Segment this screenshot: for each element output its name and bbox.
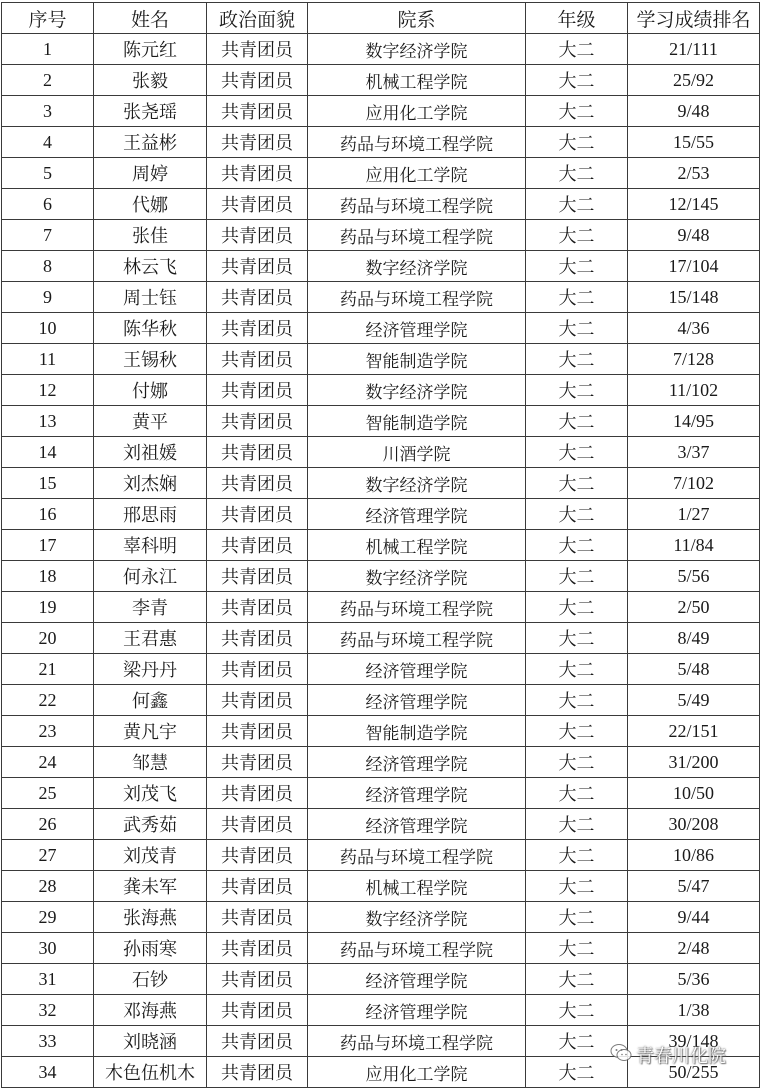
cell-department: 经济管理学院 xyxy=(308,809,526,840)
header-department: 院系 xyxy=(308,3,526,34)
table-row xyxy=(2,747,760,778)
cell-grade: 大二 xyxy=(526,1026,628,1057)
table-row xyxy=(2,65,760,96)
cell-name: 王君惠 xyxy=(94,623,207,654)
cell-name: 刘晓涵 xyxy=(94,1026,207,1057)
cell-political-status: 共青团员 xyxy=(207,406,308,437)
table-row xyxy=(2,840,760,871)
cell-name: 张尧瑶 xyxy=(94,96,207,127)
cell-department: 智能制造学院 xyxy=(308,716,526,747)
cell-grade: 大二 xyxy=(526,313,628,344)
cell-political-status: 共青团员 xyxy=(207,499,308,530)
cell-serial-number: 5 xyxy=(2,158,94,189)
cell-name: 辜科明 xyxy=(94,530,207,561)
cell-grade: 大二 xyxy=(526,840,628,871)
table-row xyxy=(2,654,760,685)
cell-serial-number: 24 xyxy=(2,747,94,778)
header-name: 姓名 xyxy=(94,3,207,34)
cell-grade: 大二 xyxy=(526,375,628,406)
cell-grade: 大二 xyxy=(526,902,628,933)
table-row xyxy=(2,902,760,933)
cell-academic-rank: 25/92 xyxy=(628,65,760,96)
table-row xyxy=(2,96,760,127)
cell-grade: 大二 xyxy=(526,654,628,685)
cell-name: 陈华秋 xyxy=(94,313,207,344)
table-row xyxy=(2,437,760,468)
cell-department: 经济管理学院 xyxy=(308,964,526,995)
cell-department: 药品与环境工程学院 xyxy=(308,933,526,964)
cell-name: 何鑫 xyxy=(94,685,207,716)
cell-name: 刘茂飞 xyxy=(94,778,207,809)
cell-name: 邓海燕 xyxy=(94,995,207,1026)
cell-grade: 大二 xyxy=(526,437,628,468)
cell-academic-rank: 22/151 xyxy=(628,716,760,747)
header-row xyxy=(2,3,760,34)
cell-serial-number: 22 xyxy=(2,685,94,716)
cell-name: 梁丹丹 xyxy=(94,654,207,685)
cell-name: 张佳 xyxy=(94,220,207,251)
cell-academic-rank: 11/84 xyxy=(628,530,760,561)
table-row xyxy=(2,964,760,995)
cell-political-status: 共青团员 xyxy=(207,902,308,933)
cell-serial-number: 20 xyxy=(2,623,94,654)
cell-grade: 大二 xyxy=(526,561,628,592)
cell-political-status: 共青团员 xyxy=(207,251,308,282)
header-serial-number: 序号 xyxy=(2,3,94,34)
table-header xyxy=(2,3,760,34)
student-roster-table xyxy=(1,2,760,1088)
cell-political-status: 共青团员 xyxy=(207,344,308,375)
cell-political-status: 共青团员 xyxy=(207,530,308,561)
header-academic-rank: 学习成绩排名 xyxy=(628,3,760,34)
cell-political-status: 共青团员 xyxy=(207,1026,308,1057)
cell-grade: 大二 xyxy=(526,716,628,747)
cell-grade: 大二 xyxy=(526,220,628,251)
cell-grade: 大二 xyxy=(526,96,628,127)
cell-department: 药品与环境工程学院 xyxy=(308,840,526,871)
cell-grade: 大二 xyxy=(526,623,628,654)
cell-department: 药品与环境工程学院 xyxy=(308,1026,526,1057)
cell-name: 林云飞 xyxy=(94,251,207,282)
cell-grade: 大二 xyxy=(526,251,628,282)
cell-serial-number: 23 xyxy=(2,716,94,747)
cell-academic-rank: 9/48 xyxy=(628,96,760,127)
table-row xyxy=(2,251,760,282)
cell-department: 药品与环境工程学院 xyxy=(308,189,526,220)
cell-grade: 大二 xyxy=(526,344,628,375)
cell-department: 药品与环境工程学院 xyxy=(308,220,526,251)
cell-academic-rank: 31/200 xyxy=(628,747,760,778)
cell-grade: 大二 xyxy=(526,592,628,623)
cell-serial-number: 15 xyxy=(2,468,94,499)
cell-department: 数字经济学院 xyxy=(308,375,526,406)
cell-academic-rank: 50/255 xyxy=(628,1057,760,1088)
cell-name: 张海燕 xyxy=(94,902,207,933)
cell-name: 何永江 xyxy=(94,561,207,592)
cell-department: 经济管理学院 xyxy=(308,499,526,530)
cell-serial-number: 4 xyxy=(2,127,94,158)
cell-serial-number: 31 xyxy=(2,964,94,995)
cell-serial-number: 8 xyxy=(2,251,94,282)
cell-department: 药品与环境工程学院 xyxy=(308,592,526,623)
cell-academic-rank: 5/47 xyxy=(628,871,760,902)
cell-grade: 大二 xyxy=(526,747,628,778)
cell-department: 数字经济学院 xyxy=(308,902,526,933)
table-row xyxy=(2,530,760,561)
cell-serial-number: 17 xyxy=(2,530,94,561)
table-row xyxy=(2,1057,760,1088)
cell-grade: 大二 xyxy=(526,34,628,65)
cell-serial-number: 6 xyxy=(2,189,94,220)
cell-name: 刘祖媛 xyxy=(94,437,207,468)
cell-name: 王益彬 xyxy=(94,127,207,158)
cell-serial-number: 10 xyxy=(2,313,94,344)
cell-academic-rank: 2/48 xyxy=(628,933,760,964)
cell-grade: 大二 xyxy=(526,406,628,437)
cell-department: 川酒学院 xyxy=(308,437,526,468)
table-row xyxy=(2,716,760,747)
table-row xyxy=(2,468,760,499)
table-row xyxy=(2,778,760,809)
cell-political-status: 共青团员 xyxy=(207,65,308,96)
cell-academic-rank: 2/53 xyxy=(628,158,760,189)
table-row xyxy=(2,995,760,1026)
cell-academic-rank: 10/86 xyxy=(628,840,760,871)
cell-grade: 大二 xyxy=(526,1057,628,1088)
table-row xyxy=(2,220,760,251)
cell-serial-number: 1 xyxy=(2,34,94,65)
cell-grade: 大二 xyxy=(526,685,628,716)
cell-name: 周婷 xyxy=(94,158,207,189)
table-row xyxy=(2,344,760,375)
cell-political-status: 共青团员 xyxy=(207,747,308,778)
cell-department: 应用化工学院 xyxy=(308,158,526,189)
cell-grade: 大二 xyxy=(526,189,628,220)
cell-serial-number: 7 xyxy=(2,220,94,251)
cell-department: 数字经济学院 xyxy=(308,468,526,499)
cell-academic-rank: 17/104 xyxy=(628,251,760,282)
cell-political-status: 共青团员 xyxy=(207,716,308,747)
table-row xyxy=(2,127,760,158)
cell-political-status: 共青团员 xyxy=(207,96,308,127)
cell-grade: 大二 xyxy=(526,964,628,995)
cell-department: 药品与环境工程学院 xyxy=(308,282,526,313)
cell-department: 经济管理学院 xyxy=(308,747,526,778)
cell-name: 邢思雨 xyxy=(94,499,207,530)
cell-department: 应用化工学院 xyxy=(308,96,526,127)
cell-grade: 大二 xyxy=(526,871,628,902)
cell-political-status: 共青团员 xyxy=(207,375,308,406)
watermark-text: 青春川化院 xyxy=(636,1046,726,1067)
cell-department: 经济管理学院 xyxy=(308,995,526,1026)
cell-political-status: 共青团员 xyxy=(207,313,308,344)
cell-serial-number: 18 xyxy=(2,561,94,592)
cell-name: 王锡秋 xyxy=(94,344,207,375)
cell-grade: 大二 xyxy=(526,468,628,499)
cell-department: 机械工程学院 xyxy=(308,65,526,96)
cell-political-status: 共青团员 xyxy=(207,654,308,685)
cell-political-status: 共青团员 xyxy=(207,127,308,158)
cell-name: 黄凡宇 xyxy=(94,716,207,747)
table-row xyxy=(2,809,760,840)
cell-academic-rank: 10/50 xyxy=(628,778,760,809)
cell-academic-rank: 9/48 xyxy=(628,220,760,251)
cell-political-status: 共青团员 xyxy=(207,933,308,964)
cell-academic-rank: 2/50 xyxy=(628,592,760,623)
cell-name: 代娜 xyxy=(94,189,207,220)
cell-academic-rank: 5/56 xyxy=(628,561,760,592)
cell-political-status: 共青团员 xyxy=(207,871,308,902)
cell-department: 智能制造学院 xyxy=(308,344,526,375)
cell-name: 木色伍机木 xyxy=(94,1057,207,1088)
cell-name: 孙雨寒 xyxy=(94,933,207,964)
table-row xyxy=(2,34,760,65)
table-row xyxy=(2,592,760,623)
table-row xyxy=(2,282,760,313)
cell-political-status: 共青团员 xyxy=(207,282,308,313)
cell-name: 张毅 xyxy=(94,65,207,96)
cell-academic-rank: 9/44 xyxy=(628,902,760,933)
cell-grade: 大二 xyxy=(526,282,628,313)
cell-political-status: 共青团员 xyxy=(207,592,308,623)
cell-name: 李青 xyxy=(94,592,207,623)
table-row xyxy=(2,499,760,530)
cell-academic-rank: 30/208 xyxy=(628,809,760,840)
cell-serial-number: 26 xyxy=(2,809,94,840)
cell-academic-rank: 5/48 xyxy=(628,654,760,685)
cell-name: 刘茂青 xyxy=(94,840,207,871)
cell-academic-rank: 1/38 xyxy=(628,995,760,1026)
cell-grade: 大二 xyxy=(526,158,628,189)
header-grade: 年级 xyxy=(526,3,628,34)
cell-department: 机械工程学院 xyxy=(308,530,526,561)
cell-academic-rank: 3/37 xyxy=(628,437,760,468)
cell-political-status: 共青团员 xyxy=(207,158,308,189)
header-political-status: 政治面貌 xyxy=(207,3,308,34)
cell-serial-number: 3 xyxy=(2,96,94,127)
cell-grade: 大二 xyxy=(526,530,628,561)
table-body xyxy=(2,34,760,1088)
cell-serial-number: 19 xyxy=(2,592,94,623)
cell-name: 刘杰娴 xyxy=(94,468,207,499)
cell-serial-number: 27 xyxy=(2,840,94,871)
cell-serial-number: 21 xyxy=(2,654,94,685)
cell-political-status: 共青团员 xyxy=(207,561,308,592)
cell-name: 陈元红 xyxy=(94,34,207,65)
cell-name: 石钞 xyxy=(94,964,207,995)
cell-serial-number: 33 xyxy=(2,1026,94,1057)
cell-grade: 大二 xyxy=(526,127,628,158)
cell-grade: 大二 xyxy=(526,778,628,809)
cell-serial-number: 32 xyxy=(2,995,94,1026)
cell-serial-number: 2 xyxy=(2,65,94,96)
cell-political-status: 共青团员 xyxy=(207,964,308,995)
cell-political-status: 共青团员 xyxy=(207,189,308,220)
cell-political-status: 共青团员 xyxy=(207,468,308,499)
cell-academic-rank: 14/95 xyxy=(628,406,760,437)
cell-department: 经济管理学院 xyxy=(308,685,526,716)
cell-political-status: 共青团员 xyxy=(207,840,308,871)
table-row xyxy=(2,685,760,716)
cell-name: 龚未军 xyxy=(94,871,207,902)
cell-academic-rank: 5/36 xyxy=(628,964,760,995)
cell-serial-number: 29 xyxy=(2,902,94,933)
cell-grade: 大二 xyxy=(526,809,628,840)
table-row xyxy=(2,158,760,189)
cell-serial-number: 14 xyxy=(2,437,94,468)
cell-academic-rank: 11/102 xyxy=(628,375,760,406)
cell-grade: 大二 xyxy=(526,65,628,96)
cell-political-status: 共青团员 xyxy=(207,809,308,840)
cell-academic-rank: 7/128 xyxy=(628,344,760,375)
cell-political-status: 共青团员 xyxy=(207,220,308,251)
cell-academic-rank: 5/49 xyxy=(628,685,760,716)
cell-serial-number: 12 xyxy=(2,375,94,406)
cell-political-status: 共青团员 xyxy=(207,778,308,809)
cell-serial-number: 28 xyxy=(2,871,94,902)
cell-department: 药品与环境工程学院 xyxy=(308,623,526,654)
table-row xyxy=(2,933,760,964)
cell-serial-number: 13 xyxy=(2,406,94,437)
cell-political-status: 共青团员 xyxy=(207,437,308,468)
cell-department: 药品与环境工程学院 xyxy=(308,127,526,158)
cell-serial-number: 25 xyxy=(2,778,94,809)
table-row xyxy=(2,1026,760,1057)
cell-department: 数字经济学院 xyxy=(308,561,526,592)
cell-department: 经济管理学院 xyxy=(308,778,526,809)
cell-academic-rank: 12/145 xyxy=(628,189,760,220)
table-row xyxy=(2,189,760,220)
cell-serial-number: 30 xyxy=(2,933,94,964)
cell-academic-rank: 4/36 xyxy=(628,313,760,344)
cell-political-status: 共青团员 xyxy=(207,1057,308,1088)
cell-department: 机械工程学院 xyxy=(308,871,526,902)
cell-academic-rank: 15/55 xyxy=(628,127,760,158)
cell-grade: 大二 xyxy=(526,995,628,1026)
cell-department: 智能制造学院 xyxy=(308,406,526,437)
cell-academic-rank: 8/49 xyxy=(628,623,760,654)
cell-department: 数字经济学院 xyxy=(308,34,526,65)
cell-serial-number: 11 xyxy=(2,344,94,375)
cell-department: 数字经济学院 xyxy=(308,251,526,282)
cell-name: 周士钰 xyxy=(94,282,207,313)
cell-name: 黄平 xyxy=(94,406,207,437)
table-row xyxy=(2,623,760,654)
cell-political-status: 共青团员 xyxy=(207,34,308,65)
cell-political-status: 共青团员 xyxy=(207,685,308,716)
cell-academic-rank: 21/111 xyxy=(628,34,760,65)
table-row xyxy=(2,561,760,592)
cell-serial-number: 34 xyxy=(2,1057,94,1088)
cell-department: 应用化工学院 xyxy=(308,1057,526,1088)
table-row xyxy=(2,406,760,437)
cell-grade: 大二 xyxy=(526,499,628,530)
cell-name: 邹慧 xyxy=(94,747,207,778)
cell-department: 经济管理学院 xyxy=(308,654,526,685)
table-row xyxy=(2,871,760,902)
cell-political-status: 共青团员 xyxy=(207,995,308,1026)
table-row xyxy=(2,313,760,344)
cell-academic-rank: 1/27 xyxy=(628,499,760,530)
cell-political-status: 共青团员 xyxy=(207,623,308,654)
cell-academic-rank: 7/102 xyxy=(628,468,760,499)
table-row xyxy=(2,375,760,406)
cell-name: 武秀茹 xyxy=(94,809,207,840)
cell-serial-number: 16 xyxy=(2,499,94,530)
cell-grade: 大二 xyxy=(526,933,628,964)
cell-name: 付娜 xyxy=(94,375,207,406)
cell-department: 经济管理学院 xyxy=(308,313,526,344)
cell-academic-rank: 39/148 xyxy=(628,1026,760,1057)
cell-academic-rank: 15/148 xyxy=(628,282,760,313)
cell-serial-number: 9 xyxy=(2,282,94,313)
